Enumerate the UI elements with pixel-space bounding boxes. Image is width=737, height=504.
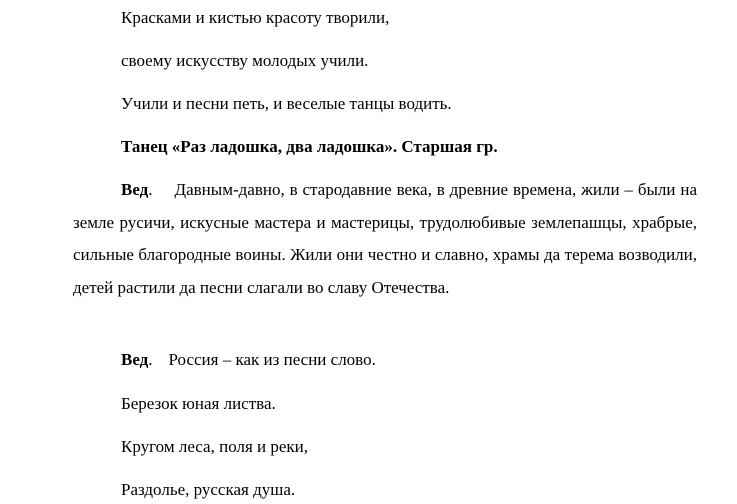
- narration-paragraph-1: Вед. Давным-давно, в стародавние века, в древние времена, жили – были на земле русичи, искусные мастера и мастерицы, трудолюбивые землепашцы, храбрые, сильные благородные воины. Жили они честно и славно, храмы да терема возводили, детей растили да песни слагали во славу Отечества.: [73, 180, 697, 297]
- paragraph-text: Россия – как из песни слово.: [168, 350, 376, 369]
- speaker-label: Вед: [121, 180, 149, 199]
- verse-line-1: Красками и кистью красоту творили,: [121, 8, 390, 27]
- poem-line-2: Кругом леса, поля и реки,: [121, 437, 309, 456]
- verse-line-3: Учили и песни петь, и веселые танцы водить.: [121, 94, 452, 113]
- paragraph-text: Давным-давно, в стародавние века, в древние времена, жили – были на земле русичи, искусные мастера и мастерицы, трудолюбивые землепашцы, храбрые, сильные благородные воины. Жили они честно и славно, храмы да терема возводили, детей растили да песни слагали во славу Отечества.: [73, 180, 697, 297]
- poem-line-1: Березок юная листва.: [121, 394, 276, 413]
- narration-paragraph-2: Вед. Россия – как из песни слово.: [121, 350, 376, 369]
- speaker-label: Вед: [121, 350, 149, 369]
- verse-line-2: своему искусству молодых учили.: [121, 51, 369, 70]
- poem-line-3: Раздолье, русская душа.: [121, 480, 296, 499]
- section-heading: Танец «Раз ладошка, два ладошка». Старшая гр.: [121, 137, 498, 156]
